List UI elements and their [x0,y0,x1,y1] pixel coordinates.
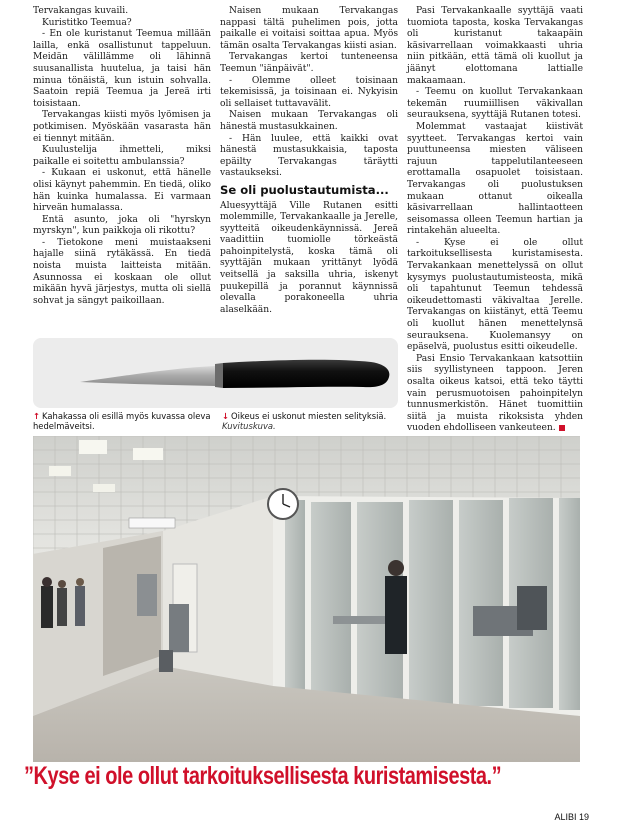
courthouse-corridor-photo [33,436,580,762]
paragraph: Aluesyyttäjä Ville Rutanen esitti molemmille, Tervakankaalle ja Jerelle, syytteitä oikeudenkäynnissä. Jereä vaadittiin tuomiolle törkeästä pahoinpitelystä, koska tämä oli syyttäjän mukaan yrittänyt lyödä veitsellä ja saksilla uhria, iskenyt puukepillä ja porannut käynnissä olevalla porakoneella uhria alaselkään. [220,200,398,315]
subheading: Se oli puolustautumista... [220,182,389,197]
paragraph-final [407,354,583,435]
knife-illustration [33,338,398,408]
paragraph: Naisen mukaan Tervakangas oli hänestä mustasukkainen. [220,110,398,132]
corridor-illustration [33,436,580,762]
paragraph: Naisen mukaan Tervakangas nappasi tältä puhelimen pois, jotta paikalle ei voitaisi soittaa apua. Myös tämän osalta Tervakangas kiisti asian. [220,6,398,51]
photo-caption-left [33,411,213,431]
end-mark-icon [559,425,565,431]
arrow-up-icon: ↑ [33,411,41,421]
pull-quote: ”Kyse ei ole ollut tarkoituksellisesta kuristamisesta.” [24,762,502,790]
photo-credit: Kuvituskuva. [222,421,276,431]
blade-shape [80,366,215,386]
arrow-down-icon: ↓ [222,411,230,421]
paragraph: - Kyse ei ole ollut tarkoituksellisesta kuristamisesta. Tervakankaan menettelyssä on ollut kysymys puolustautumisteosta, mikä oli tapahtunut Teemun tehdessä oikeudettomasti väkivaltaa Jerelle. Tervakangas on kiistänyt, että Teemu oli kuollut hänen menettelynsä seurauksena. Kuolemansyy on epäselvä, puolustus esitti oikeudelle. [407,237,583,353]
paragraph: Kuulustelija ihmetteli, miksi paikalle ei soitettu ambulanssia? [33,145,211,167]
knife-photo [33,338,398,408]
bolster-shape [215,363,223,388]
handle-shape [223,360,389,388]
caption-text: Oikeus ei uskonut miesten selityksiä. [231,411,387,421]
paragraph: Kuristitko Teemua? [42,17,132,28]
paragraph: Tervakangas kuvaili. [33,6,129,16]
photo-caption-right [222,411,400,431]
caption-text: Kahakassa oli esillä myös kuvassa oleva hedelmäveitsi. [33,411,211,431]
paragraph: - Olemme olleet toisinaan tekemisissä, ja toisinaan ei. Nykyisin oli sellaiset tuttavavälit. [220,75,398,109]
paragraph: Tervakangas kertoi tunteneensa Teemun "iänpäivät". [220,52,398,74]
paragraph: - Tietokone meni muistaakseni hajalle siinä rytäkässä. En tiedä noista muista laitteista mitään. Asunnossa ei koskaan ole ollut mikään hyvä järjestys, mutta oli siellä sohvat ja sängyt paikoillaan. [33,237,211,306]
page-number: ALIBI 19 [554,812,589,822]
paragraph: - Kukaan ei uskonut, että hänelle olisi käynyt pahemmin. En tiedä, oliko hän kuinka humalassa. Ei varmaan hirveän humalassa. [33,168,211,214]
paragraph: - Teemu on kuollut Tervakankaan tekemän ruumiillisen väkivallan seurauksena, syyttäjä Rutanen totesi. [407,87,583,121]
paragraph: Pasi Tervakankaalle syyttäjä vaati tuomiota taposta, koska Tervakangas oli kuristanut takaapäin käsivarrellaan voimakkaasti uhria niin pitkään, että tämä oli kuollut ja jäänyt elottomana lattialle makaamaan. [407,6,583,86]
final-paragraph-text: Pasi Ensio Tervakankaan katsottiin siis syyllistyneen tappoon. Jeren osalta oikeus katsoi, että teko täytti vain perusmuotoisen pahoinpitelyn tunnusmerkistön. Hänet tuomittiin siitä ja muista rikoksista yhden vuoden ehdolliseen vankeuteen. [407,353,583,434]
paragraph: - Hän luulee, että kaikki ovat hänestä mustasukkaisia, taposta epäilty Tervakangas täräytti vastaukseksi. [220,133,398,179]
paragraph: Entä asunto, joka oli "hyrskyn myrskyn", kun paikkoja oli rikottu? [33,214,211,237]
paragraph: Molemmat vastaajat kiistivät syytteet. Tervakangas kertoi vain puuttuneensa miesten väliseen rajuun tappelutilanteeseen erottamalla osapuolet toisistaan. Tervakangas oli puolustuksen mukaan ottanut oikealla käsivarrellaan hallintaotteen seisomassa olleen Teemun hartian ja rintakehän alueelta. [407,121,583,237]
article-column-1 [33,6,211,307]
article-column-3 [407,6,583,435]
paragraph: Tervakangas kiisti myös lyömisen ja potkimisen. Myöskään vasarasta hän ei tiennyt mitään. [33,110,211,144]
article-column-2 [220,6,398,316]
paragraph: - En ole kuristanut Teemua millään lailla, enkä osallistunut tappeluun. Meidän välillämme oli lähinnä suusanallista huutelua, ja taisi hän minua tönäistä, kun istuin sohvalla. Saatoin repiä Teemua ja Jereä irti toisistaan. [33,29,211,109]
